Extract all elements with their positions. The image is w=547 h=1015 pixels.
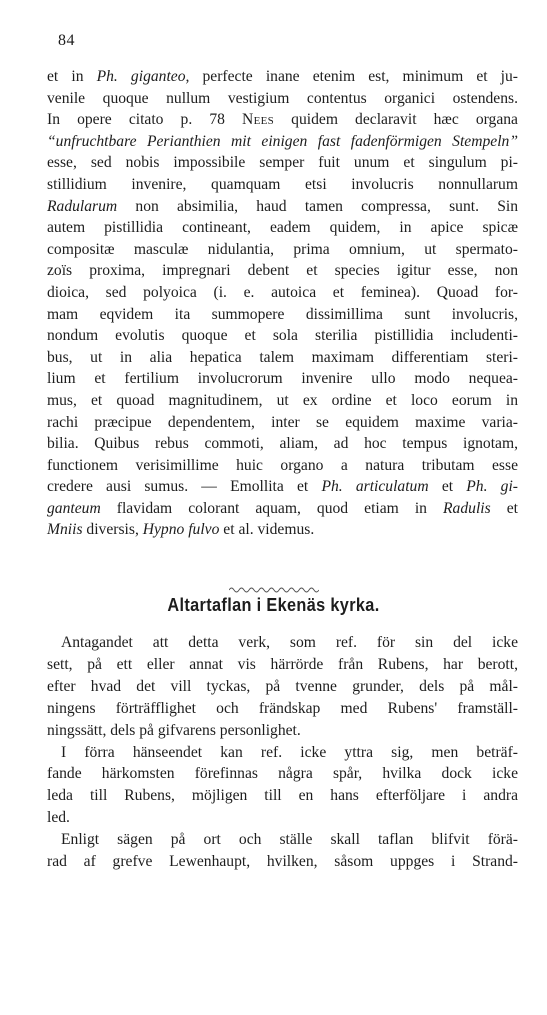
italic-text: Hypno fulvo bbox=[142, 521, 220, 539]
latin-paragraph bbox=[47, 66, 518, 541]
text-line: Antagandet att detta verk, som ref. för sin del icke bbox=[61, 634, 518, 651]
text-line: dioica, sed polyoica (i. e. autoica et feminea). Quoad for- bbox=[47, 283, 518, 301]
text-line: Mniis diversis, Hypno fulvo et al. videmus. bbox=[47, 521, 315, 539]
text-line: esse, sed nobis impossibile semper fuit unum et singulum pi- bbox=[47, 154, 518, 172]
text-line: rad af grefve Lewenhaupt, hvilken, såsom uppges i Strand- bbox=[47, 853, 518, 871]
swedish-text bbox=[47, 632, 518, 873]
text-line bbox=[47, 131, 518, 153]
text-line: In opere citato p. 78 Nees quidem declaravit hæc organa bbox=[47, 111, 518, 129]
page-number: 84 bbox=[58, 32, 75, 49]
italic-text: Ph. articulatum bbox=[321, 478, 429, 496]
italic-text: Mniis bbox=[47, 521, 83, 539]
text-line: sett, på ett eller annat vis härrörde från Rubens, har berott, bbox=[47, 655, 518, 673]
text-line: fande härkomsten förefinnas några spår, hvilka dock icke bbox=[47, 765, 518, 783]
text-line: functionem verisimillime huic organo a natura tributam esse bbox=[47, 456, 518, 474]
author-name: Nees bbox=[242, 111, 275, 129]
text-line: credere ausi sumus. — Emollita et Ph. articulatum et Ph. gi- bbox=[47, 478, 518, 496]
text-line: stillidium invenire, quamquam etsi involucris nonnullarum bbox=[47, 175, 518, 193]
text-line: compositæ masculæ nidulantia, prima omnium, ut spermato- bbox=[47, 240, 518, 258]
italic-text: ganteum bbox=[47, 499, 101, 517]
text-line: et in Ph. giganteo, perfecte inane etenim est, minimum et ju- bbox=[47, 68, 518, 85]
italic-text: “unfruchtbare Perianthien mit einigen fast fadenförmigen Stempeln” bbox=[47, 132, 518, 150]
italic-text: Ph. gi- bbox=[466, 478, 518, 496]
text-line: efter hvad det vill tyckas, på tvenne grunder, dels på mål- bbox=[47, 677, 518, 695]
text-line: Radularum non absimilia, haud tamen compressa, sunt. Sin bbox=[47, 197, 518, 215]
text-line: leda till Rubens, möjligen till en hans efterföljare i andra bbox=[47, 787, 518, 805]
text-line: Enligt sägen på ort och ställe skall taflan blifvit förä- bbox=[61, 831, 518, 849]
text-line: ningens förträfflighet och frändskap med Rubens' framställ- bbox=[47, 699, 518, 717]
text-line: ganteum flavidam colorant aquam, quod etiam in Radulis et bbox=[47, 499, 518, 517]
italic-text: Ph. giganteo, bbox=[96, 68, 190, 85]
text-line: nondum evolutis quoque et sola sterilia pistillidia includenti- bbox=[47, 327, 518, 345]
text-line: autem pistillidia contineant, eadem quidem, in apice spicæ bbox=[47, 219, 518, 237]
italic-text: Radularum bbox=[47, 197, 118, 215]
text-line: mam eqvidem ita summopere dissimillima sunt involucris, bbox=[47, 305, 518, 323]
text-line: mus, et quoad magnitudinem, ut ex ordine et loco eorum in bbox=[47, 391, 518, 409]
text-line: ningssätt, dels på gifvarens personlighet. bbox=[47, 721, 301, 739]
text-line: lium et fertilium involucrorum invenire ullo modo nequea- bbox=[47, 370, 518, 388]
text-line: bilia. Quibus rebus commoti, aliam, ad hoc tempus ignotam, bbox=[47, 435, 518, 453]
text-line: venile quoque nullum vestigium contentus organici ostendens. bbox=[47, 89, 518, 107]
text-line: zoïs proxima, impregnari debent et species igitur esse, non bbox=[47, 262, 518, 280]
wavy-ornament-icon bbox=[229, 586, 319, 594]
text-line: led. bbox=[47, 809, 70, 827]
text-line: bus, ut in alia hepatica talem maximam differentiam steri- bbox=[47, 348, 518, 366]
italic-text: Radulis bbox=[443, 499, 491, 517]
section-heading: Altartaflan i Ekenäs kyrka. bbox=[167, 594, 380, 615]
text-line: I förra hänseendet kan ref. icke yttra sig, men beträf- bbox=[61, 743, 518, 761]
text-line: rachi præcipue dependentem, inter se equidem maxime varia- bbox=[47, 413, 518, 431]
